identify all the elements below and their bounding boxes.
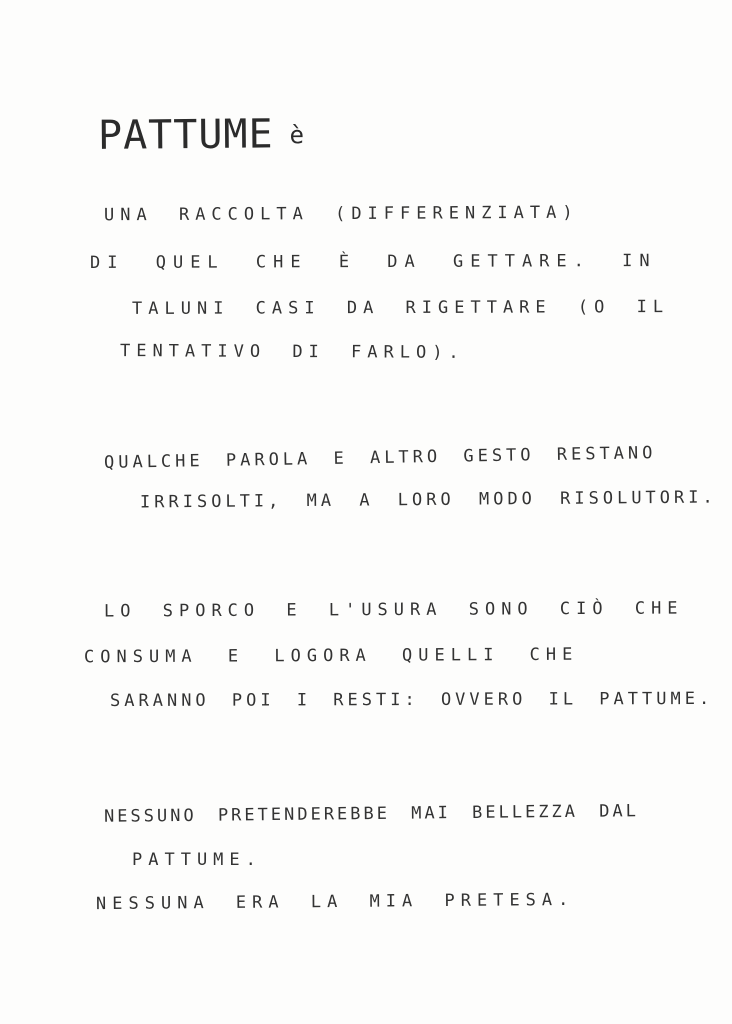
title-accent: è [289, 121, 305, 150]
paragraph-3-line-3: SARANNO POI I RESTI: OVVERO IL PATTUME. [109, 688, 714, 712]
paragraph-3-line-1: LO SPORCO E L'USURA SONO CIÒ CHE [103, 598, 684, 622]
paragraph-2-line-2: IRRISOLTI, MA A LORO MODO RISOLUTORI. [139, 487, 717, 513]
paragraph-3-line-2: CONSUMA E LOGORA QUELLI CHE [83, 644, 579, 668]
paragraph-1-line-1: UNA RACCOLTA (DIFFERENZIATA) [103, 202, 579, 226]
paragraph-1-line-4: TENTATIVO DI FARLO). [119, 341, 465, 363]
paragraph-2-line-1: QUALCHE PAROLA E ALTRO GESTO RESTANO [103, 443, 657, 473]
paragraph-1-line-2: DI QUEL CHE È DA GETTARE. IN [89, 251, 657, 273]
paragraph-4-line-3: NESSUNA ERA LA MIA PRETESA. [95, 889, 575, 915]
paragraph-1-line-3: TALUNI CASI DA RIGETTARE (O IL [131, 297, 670, 319]
title-word: PATTUME [97, 111, 274, 159]
paragraph-4-line-1: NESSUNO PRETENDEREBBE MAI BELLEZZA DAL [103, 801, 640, 827]
paragraph-4-line-2: PATTUME. [132, 850, 262, 870]
page-title [98, 111, 304, 159]
